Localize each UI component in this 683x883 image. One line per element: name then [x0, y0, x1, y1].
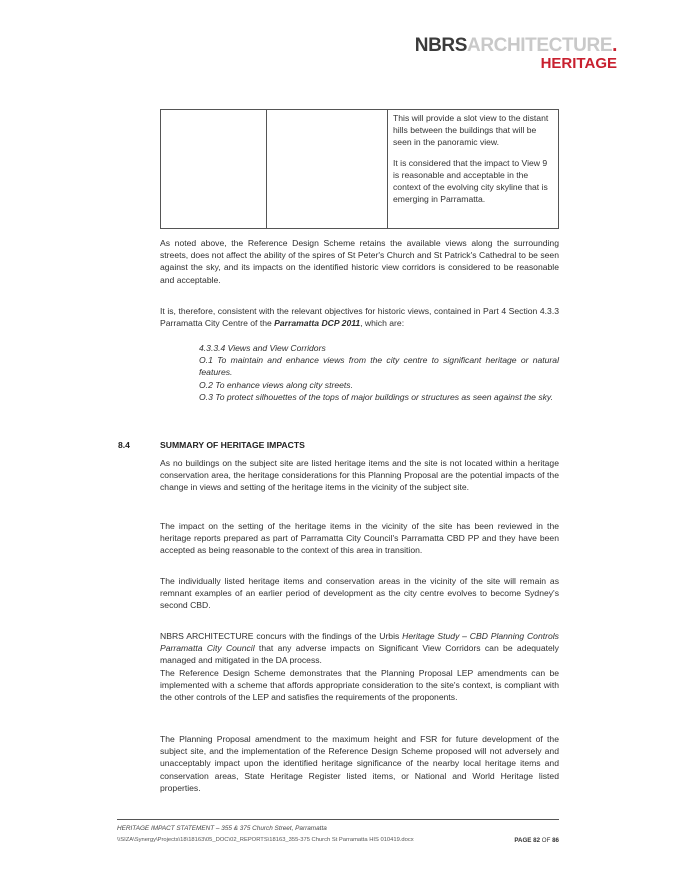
paragraph-planning-proposal: [160, 733, 559, 794]
page-of-label: OF: [541, 837, 551, 844]
table-cell-assessment: [388, 110, 559, 229]
paragraph-text-end: , which are:: [360, 318, 405, 329]
paragraph-reference-scheme: [160, 667, 559, 704]
logo-dot: .: [612, 35, 617, 56]
paragraph-text: The impact on the setting of the heritage items in the vicinity of the site has been reviewed in the heritage reports prepared as part of Parramatta City Council's Parramatta CBD PP and they have been accepted as being reasonable to the context of this area in transition.: [160, 521, 559, 556]
paragraph-text: The individually listed heritage items and conservation areas in the vicinity of the site will remain as remnant examples of an earlier period of development as the city centre evolves to become Sydney's second CBD.: [160, 576, 559, 611]
table-cell-empty-2: [267, 110, 388, 229]
logo-heritage: HERITAGE: [540, 55, 617, 72]
paragraph-nbrs-concurs: [160, 630, 559, 667]
dcp-title: Parramatta DCP 2011: [274, 318, 361, 329]
company-logo: [415, 36, 617, 71]
table-paragraph-slot-view: This will provide a slot view to the distant hills between the buildings that will be seen in the panoramic view.: [393, 113, 549, 147]
page-current: 82: [533, 837, 541, 844]
urbis-study-title: Heritage Study – CBD Planning Controls Parramatta City Council: [160, 631, 559, 654]
paragraph-text: It is, therefore, consistent with the relevant objectives for historic views, contained in Part 4 Section 4.3.3 Parramatta City Centre of the: [160, 306, 559, 329]
logo-nbrs: NBRS: [414, 35, 468, 56]
objective-o3: O.3 To protect silhouettes of the tops of major buildings or structures as seen against the sky.: [199, 391, 553, 402]
paragraph-remnant-examples: [160, 575, 559, 612]
footer-document-title: HERITAGE IMPACT STATEMENT – 355 & 375 Church Street, Parramatta: [117, 825, 327, 832]
paragraph-text: As no buildings on the subject site are listed heritage items and the site is not located within a heritage conservation area, the heritage considerations for this Planning Proposal are the potential impacts of the change in views and setting of the heritage items in the vicinity of the subject site.: [160, 458, 559, 493]
paragraph-setting-impact: [160, 520, 559, 557]
objective-o2: O.2 To enhance views along city streets.: [199, 379, 353, 390]
objective-o1: O.1 To maintain and enhance views from the city centre to significant heritage or natural features.: [199, 355, 559, 378]
page-total: 86: [552, 837, 559, 844]
section-number: 8.4: [118, 440, 130, 450]
page-number: [514, 837, 559, 844]
table-row: [161, 110, 559, 229]
dcp-objectives-quote: [199, 342, 559, 403]
paragraph-text: As noted above, the Reference Design Scheme retains the available views along the surrounding streets, does not affect the ability of the spires of St Peter's Church and St Patrick's Cathedral to be seen against the sky, and its impacts on the identified historic view corridors is considered to be reasonable and acceptable.: [160, 238, 559, 285]
page-label: PAGE: [514, 837, 532, 844]
quote-heading: 4.3.3.4 Views and View Corridors: [199, 343, 326, 353]
footer-divider: [117, 819, 559, 820]
table-cell-empty-1: [161, 110, 267, 229]
paragraph-text: The Reference Design Scheme demonstrates that the Planning Proposal LEP amendments can be implemented with a scheme that affords appropriate consideration to the site's context, is compliant with the other controls of the LEP and satisfies the requirements of the proponents.: [160, 668, 559, 703]
table-paragraph-view-9: It is considered that the impact to View 9 is reasonable and acceptable in the context of the evolving city skyline that is emerging in Parramatta.: [393, 158, 548, 204]
paragraph-consistency: [160, 305, 559, 329]
logo-architecture: ARCHITECTURE: [467, 35, 613, 56]
paragraph-text: The Planning Proposal amendment to the maximum height and FSR for future development of the subject site, and the implementation of the Reference Design Scheme proposed will not adversely and unacceptably impact upon the identified heritage significance of the nearby local heritage items and conservation areas, State Heritage Register listed items, or National and World Heritage listed properties.: [160, 734, 559, 793]
section-title: SUMMARY OF HERITAGE IMPACTS: [160, 440, 305, 450]
footer-file-path: \\SIZA\Synergy\Projects\18\18163\05_DOC\02_REPORTS\18163_355-375 Church St Parramatta HIS 010419.docx: [117, 837, 414, 843]
paragraph-reference-design: [160, 237, 559, 286]
paragraph-no-listed-items: [160, 457, 559, 494]
paragraph-text: NBRS ARCHITECTURE concurs with the findings of the Urbis: [160, 631, 403, 641]
paragraph-text-end: that any adverse impacts on Significant View Corridors can be adequately managed and mitigated in the DA process.: [160, 643, 559, 666]
views-assessment-table-continuation: [160, 109, 559, 229]
